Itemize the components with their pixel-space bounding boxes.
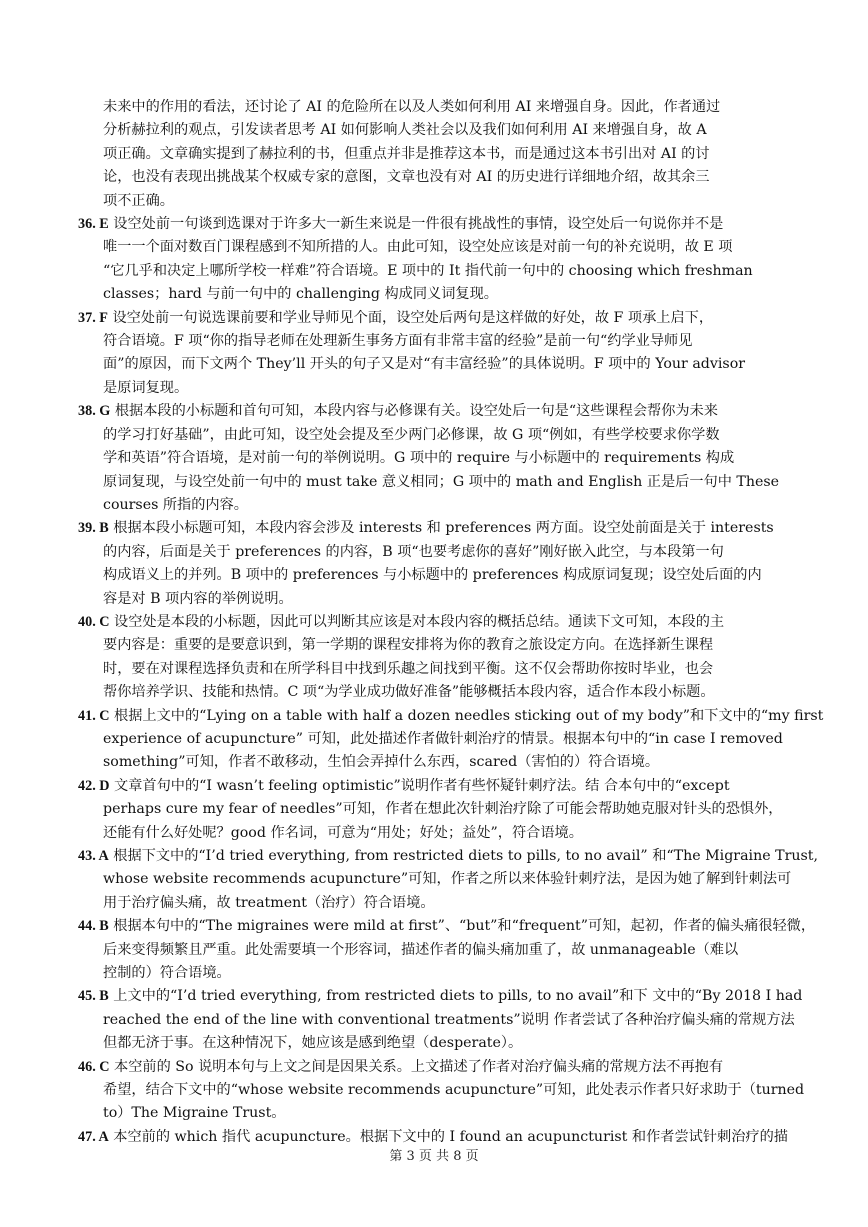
answer-line: 容是对 B 项内容的举例说明。 (103, 590, 293, 607)
answer-line: experience of acupuncture” 可知，此处描述作者做针刺治疗的情景。根据本句中的“in case I removed (103, 730, 783, 747)
answer-line (78, 845, 825, 868)
answer-line: 用于治疗偏头痛，故 treatment（治疗）符合语境。 (103, 894, 435, 911)
answer-number: 38. G (78, 403, 111, 420)
answer-line: 唯一一个面对数百门课程感到不知所措的人。由此可知，设空处应该是对前一句的补充说明，故 E 项 (103, 239, 733, 256)
answer-line (78, 611, 825, 634)
answer-line: reached the end of the line with conventional treatments”说明 作者尝试了各种治疗偏头痛的常规方法 (103, 1011, 795, 1028)
answer-text: 根据本段的小标题和首句可知，本段内容与必修课有关。设空处后一句是“这些课程会帮你为未来 (114, 403, 718, 420)
answer-line: to）The Migraine Trust。 (103, 1105, 286, 1122)
answer-text: 上文中的“I’d tried everything, from restricted diets to pills, to no avail”和下 文中的“By 2018 I had (113, 988, 803, 1005)
answer-line (78, 400, 825, 423)
page-footer: 第 3 页 共 8 页 (389, 1149, 479, 1164)
answer-text: 设空处前一句谈到选课对于许多大一新生来说是一件很有挑战性的事情，设空处后一句说你并不是 (113, 216, 724, 233)
answer-text: 根据本句中的“The migraines were mild at first”、“but”和“frequent”可知，起初，作者的偏头痛很轻微， (113, 918, 816, 935)
answer-line: 但都无济于事。在这种情况下，她应该是感到绝望（desperate）。 (103, 1035, 523, 1052)
answer-line: classes；hard 与前一句中的 challenging 构成同义词复现。 (103, 286, 498, 303)
answer-line: 符合语境。F 项“你的指导老师在处理新生事务方面有非常丰富的经验”是前一句“约学业导师见 (103, 333, 693, 350)
answer-line: 帮你培养学识、技能和热情。C 项“为学业成功做好准备”能够概括本段内容，适合作本段小标题。 (103, 684, 715, 701)
answer-line: 的学习打好基础”，由此可知，设空处会提及至少两门必修课，故 G 项“例如，有些学校要求你学数 (103, 426, 720, 443)
answer-line: 原词复现，与设空处前一句中的 must take 意义相同；G 项中的 math and English 正是后一句中 These (103, 473, 780, 490)
intro-paragraph (103, 96, 825, 213)
answer-line: 面”的原因，而下文两个 They’ll 开头的句子又是对“有丰富经验”的具体说明。F 项中的 Your advisor (103, 356, 746, 373)
intro-line: 论，也没有表现出挑战某个权威专家的意图，文章也没有对 AI 的历史进行详细地介绍，故其余三 (103, 169, 710, 186)
answer-number: 44. B (78, 918, 109, 935)
answer-line (78, 775, 825, 798)
answer-line: 学和英语”符合语境，是对前一句的举例说明。G 项中的 require 与小标题中的 requirements 构成 (103, 450, 735, 467)
answer-line: something”可知，作者不敢移动，生怕会弄掉什么东西，scared（害怕的）符合语境。 (103, 754, 660, 771)
answer-number: 45. B (78, 988, 109, 1005)
answer-number: 37. F (78, 309, 108, 326)
answer-line: 希望，结合下文中的“whose website recommends acupuncture”可知，此处表示作者只好求助于（turned (103, 1082, 805, 1099)
answer-line (78, 915, 825, 938)
answer-line: 是原词复现。 (103, 379, 189, 396)
answer-line: whose website recommends acupuncture”可知，作者之所以来体验针刺疗法，是因为她了解到针刺法可 (103, 871, 792, 888)
answer-line: 后来变得频繁且严重。此处需要填一个形容词，描述作者的偏头痛加重了，故 unmanageable（难以 (103, 941, 739, 958)
answer-number: 42. D (78, 777, 110, 794)
answer-number: 47. A (78, 1128, 109, 1145)
answer-line (78, 1056, 825, 1079)
intro-line: 未来中的作用的看法，还讨论了 AI 的危险所在以及人类如何利用 AI 来增强自身。因此，作者通过 (103, 99, 721, 115)
answer-item (78, 775, 825, 845)
answer-text: 根据上文中的“Lying on a table with half a dozen needles sticking out of my body”和下文中的“my first (114, 707, 824, 724)
answer-number: 36. E (78, 216, 109, 233)
answer-line: 还能有什么好处呢？good 作名词，可意为“用处；好处；益处”，符合语境。 (103, 824, 583, 841)
answer-item (78, 1056, 825, 1126)
answer-line: 控制的）符合语境。 (103, 965, 231, 982)
answer-line: 时，要在对课程选择负责和在所学科目中找到乐趣之间找到平衡。这不仅会帮助你按时毕业，也会 (103, 660, 714, 677)
intro-line: 分析赫拉利的观点，引发读者思考 AI 如何影响人类社会以及我们如何利用 AI 来增强自身，故 A (103, 122, 707, 139)
answer-line: 构成语义上的并列。B 项中的 preferences 与小标题中的 preferences 构成原词复现；设空处后面的内 (103, 567, 762, 584)
answer-number: 40. C (78, 613, 110, 630)
answer-item (78, 915, 825, 985)
answer-line: “它几乎和决定上哪所学校一样难”符合语境。E 项中的 It 指代前一句中的 choosing which freshman (103, 262, 753, 279)
answer-list (78, 213, 825, 1149)
answer-line: 要内容是：重要的是要意识到，第一学期的课程安排将为你的教育之旅设定方向。在选择新生课程 (103, 637, 714, 654)
answer-text: 设空处是本段的小标题，因此可以判断其应该是对本段内容的概括总结。通读下文可知，本段的主 (114, 613, 725, 630)
answer-line (78, 705, 825, 728)
answer-line (78, 985, 825, 1008)
intro-line: 项不正确。 (103, 192, 174, 209)
answer-item (78, 517, 825, 611)
answer-line: perhaps cure my fear of needles”可知，作者在想此次针刺治疗除了可能会帮助她克服对针头的恐惧外， (103, 801, 783, 818)
answer-item (78, 400, 825, 517)
answer-text: 设空处前一句说选课前要和学业导师见个面，设空处后两句是这样做的好处，故 F 项承上启下， (112, 309, 714, 326)
answer-number: 43. A (78, 848, 109, 864)
answer-text: 本空前的 which 指代 acupuncture。根据下文中的 I found an acupuncturist 和作者尝试针刺治疗的描 (113, 1128, 788, 1145)
answer-item (78, 611, 825, 705)
answer-text: 文章首句中的“I wasn’t feeling optimistic”说明作者有些怀疑针刺疗法。结 合本句中的“except (114, 777, 730, 794)
page-content (78, 96, 825, 1149)
answer-item (78, 705, 825, 775)
answer-text: 本空前的 So 说明本句与上文之间是因果关系。上文描述了作者对治疗偏头痛的常规方法不再抱有 (114, 1058, 724, 1075)
answer-text: 根据下文中的“I’d tried everything, from restricted diets to pills, to no avail” 和“The Migraine Trust, (113, 848, 818, 864)
intro-line: 项正确。文章确实提到了赫拉利的书，但重点并非是推荐这本书，而是通过这本书引出对 AI 的讨 (103, 145, 710, 162)
answer-line: 的内容，后面是关于 preferences 的内容，B 项“也要考虑你的喜好”刚好嵌入此空，与本段第一句 (103, 543, 724, 560)
answer-line (78, 307, 825, 330)
answer-number: 46. C (78, 1058, 110, 1075)
answer-item (78, 307, 825, 401)
answer-item (78, 985, 825, 1055)
answer-line: courses 所指的内容。 (103, 496, 248, 513)
answer-line (78, 517, 825, 540)
answer-item (78, 213, 825, 307)
answer-line (78, 213, 825, 236)
answer-number: 41. C (78, 707, 110, 724)
answer-item (78, 845, 825, 915)
answer-text: 根据本段小标题可知，本段内容会涉及 interests 和 preferences 两方面。设空处前面是关于 interests (113, 520, 774, 537)
answer-number: 39. B (78, 520, 109, 537)
